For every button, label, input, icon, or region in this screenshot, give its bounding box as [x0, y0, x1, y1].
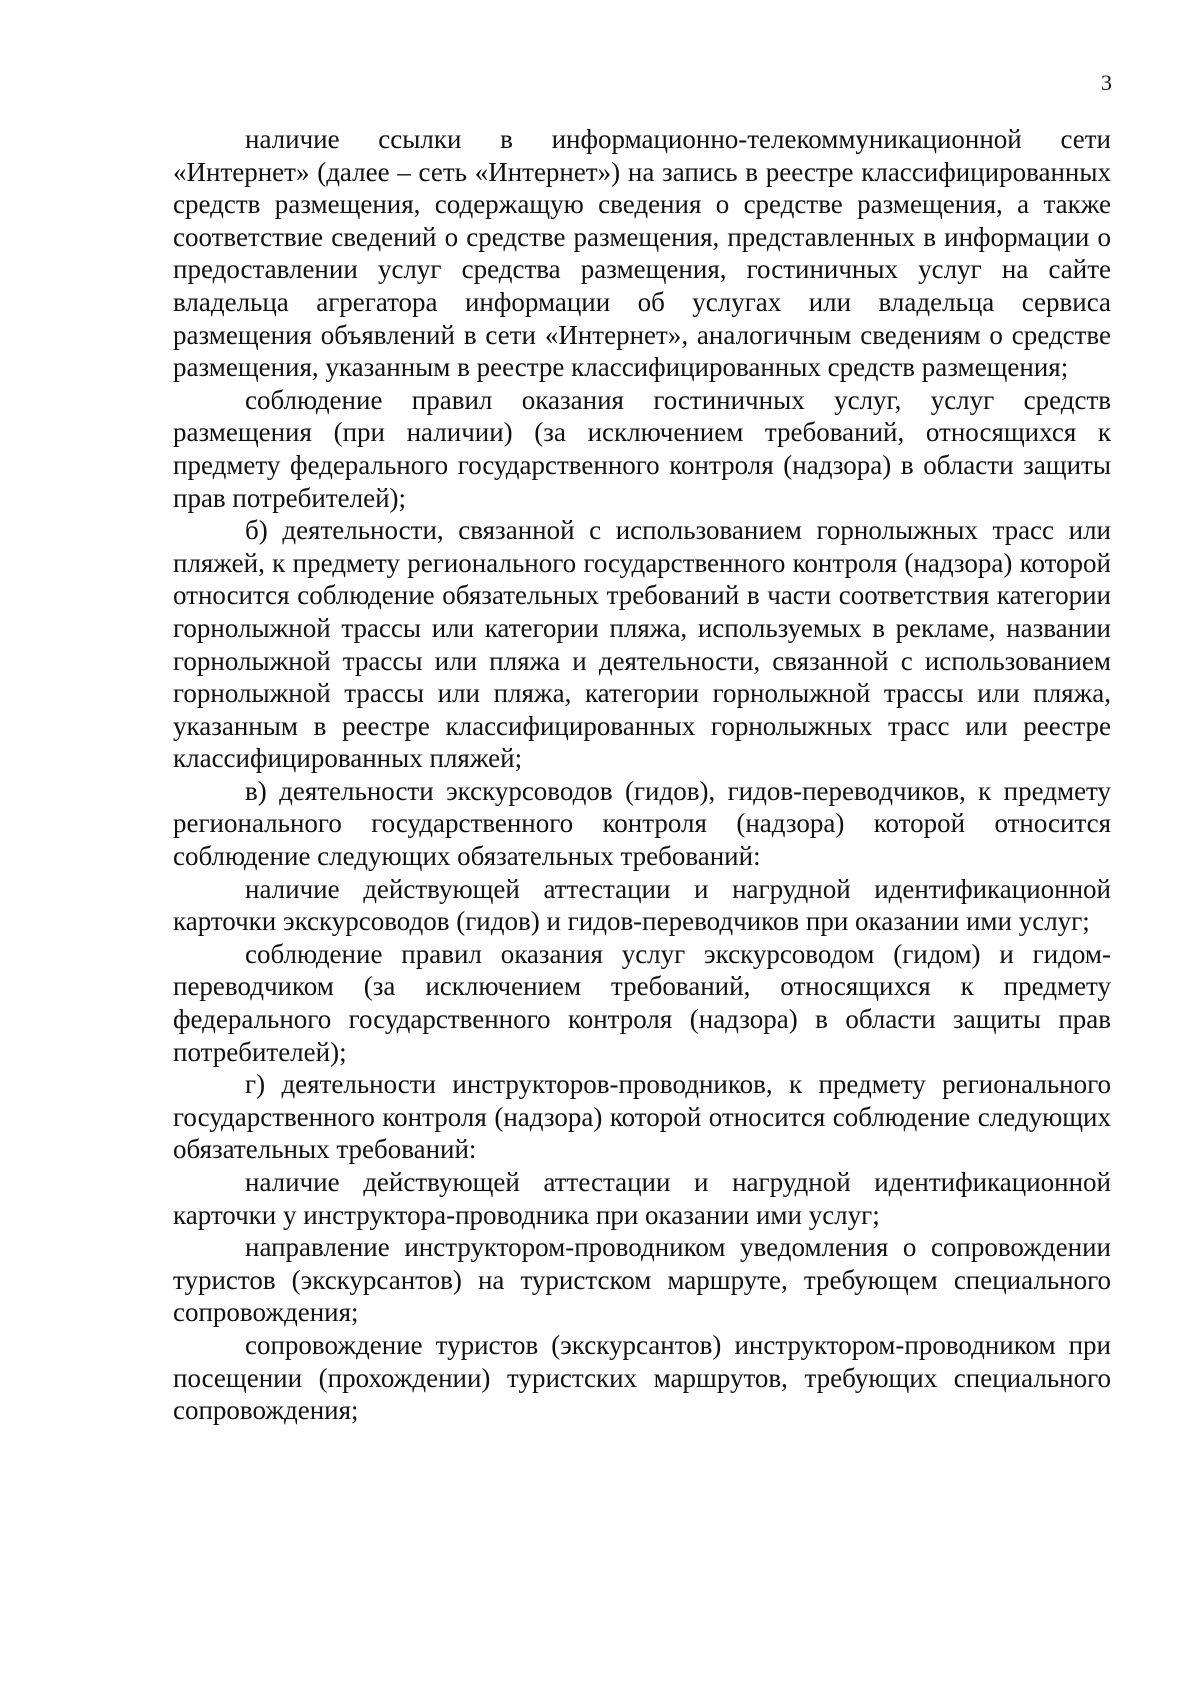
paragraph-hotel-registry-link: наличие ссылки в информационно-телекоммуникационной сети «Интернет» (далее – сеть «Интернет») на запись в реестре классифицированных средств размещения, содержащую сведения о средстве размещения, а также соответствие сведений о средстве размещения, представленных в информации о предоставлении услуг средства размещения, гостиничных услуг на сайте владельца агрегатора информации об услугах или владельца сервиса размещения объявлений в сети «Интернет», аналогичным сведениям о средстве размещения, указанным в реестре классифицированных средств размещения; [173, 124, 1111, 383]
paragraph-instructors-escort: сопровождение туристов (экскурсантов) инструктором-проводником при посещении (прохождении) туристских маршрутов, требующих специального сопровождения; [173, 1329, 1111, 1426]
paragraph-ski-slopes-beaches: б) деятельности, связанной с использованием горнолыжных трасс или пляжей, к предмету регионального государственного контроля (надзора) которой относится соблюдение обязательных требований в части соответствия категории горнолыжной трассы или категории пляжа, используемых в рекламе, названии горнолыжной трассы или пляжа и деятельности, связанной с использованием горнолыжной трассы или пляжа, категории горнолыжной трассы или пляжа, указанным в реестре классифицированных горнолыжных трасс или реестре классифицированных пляжей; [173, 515, 1111, 774]
document-body [173, 123, 1111, 1427]
paragraph-guides-activity: в) деятельности экскурсоводов (гидов), гидов-переводчиков, к предмету регионального государственного контроля (надзора) которой относится соблюдение следующих обязательных требований: [173, 775, 1111, 872]
paragraph-guides-certification: наличие действующей аттестации и нагрудной идентификационной карточки экскурсоводов (гидов) и гидов-переводчиков при оказании ими услуг; [173, 873, 1111, 937]
paragraph-instructors-notification: направление инструктором-проводником уведомления о сопровождении туристов (экскурсантов) на туристском маршруте, требующем специального сопровождения; [173, 1232, 1111, 1328]
paragraph-instructors-activity: г) деятельности инструкторов-проводников, к предмету регионального государственного контроля (надзора) которой относится соблюдение следующих обязательных требований: [173, 1069, 1111, 1165]
paragraph-instructors-certification: наличие действующей аттестации и нагрудной идентификационной карточки у инструктора-проводника при оказании ими услуг; [173, 1167, 1111, 1230]
paragraph-hotel-service-rules: соблюдение правил оказания гостиничных услуг, услуг средств размещения (при наличии) (за исключением требований, относящихся к предмету федерального государственного контроля (надзора) в области защиты прав потребителей); [173, 384, 1111, 513]
paragraph-guides-service-rules: соблюдение правил оказания услуг экскурсоводом (гидом) и гидом-переводчиком (за исключением требований, относящихся к предмету федерального государственного контроля (надзора) в области защиты прав потребителей); [173, 938, 1111, 1067]
page-number: 3 [1101, 70, 1112, 95]
